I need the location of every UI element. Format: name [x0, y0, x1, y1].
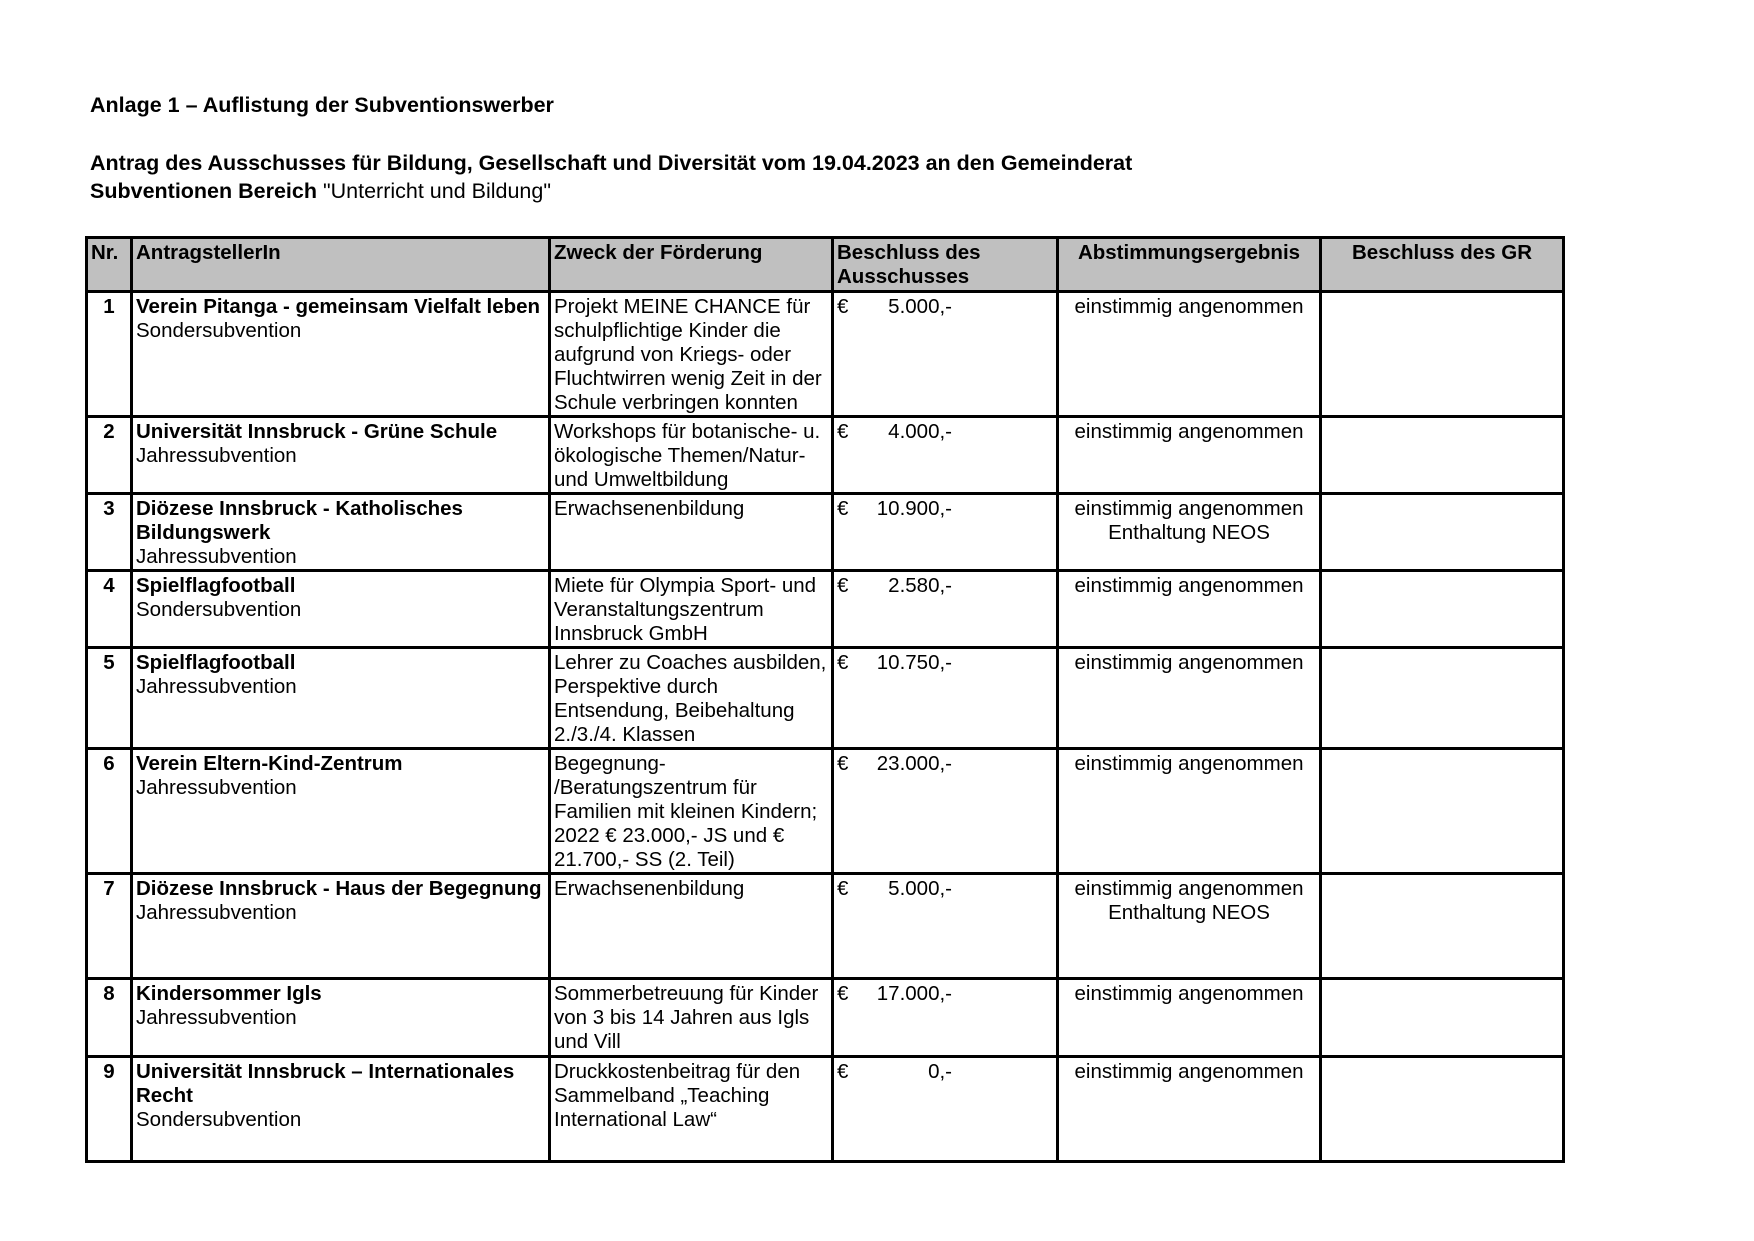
council-decision-cell — [1321, 1057, 1564, 1162]
applicant-cell — [132, 648, 550, 749]
applicant-cell — [132, 494, 550, 571]
vote-cell — [1058, 292, 1321, 417]
header-nr: Nr. — [87, 238, 132, 292]
applicant-cell — [132, 1057, 550, 1162]
subsidy-type: Sondersubvention — [136, 319, 302, 342]
table-row — [87, 417, 1564, 494]
header-committee-decision: Beschluss des Ausschusses — [833, 238, 1058, 292]
vote-cell — [1058, 417, 1321, 494]
amount-cell — [833, 749, 1058, 874]
table-row — [87, 494, 1564, 571]
purpose-cell: Begegnung- /Beratungszentrum für Familien mit kleinen Kindern; 2022 € 23.000,- JS und € 21.700,- SS (2. Teil) — [550, 749, 833, 874]
vote-note: Enthaltung NEOS — [1108, 521, 1270, 544]
amount-value: 17.000,- — [876, 982, 952, 1005]
vote-cell — [1058, 749, 1321, 874]
vote-result: einstimmig angenommen — [1074, 1060, 1304, 1083]
currency-symbol: € — [837, 420, 849, 443]
row-number: 4 — [87, 571, 132, 648]
subsidy-type: Jahressubvention — [136, 776, 297, 799]
amount-value: 5.000,- — [888, 877, 952, 900]
subsidy-area-label: Subventionen Bereich — [90, 179, 317, 203]
amount-cell — [833, 417, 1058, 494]
purpose-cell: Erwachsenenbildung — [550, 874, 833, 979]
applicant-name: Universität Innsbruck – Internationales Recht — [136, 1060, 515, 1107]
vote-result: einstimmig angenommen — [1074, 651, 1304, 674]
vote-cell — [1058, 874, 1321, 979]
council-decision-cell — [1321, 494, 1564, 571]
amount-value: 10.900,- — [876, 497, 952, 520]
subsidy-table — [85, 236, 1565, 1163]
subsidy-type: Jahressubvention — [136, 545, 297, 568]
subsidy-type: Jahressubvention — [136, 675, 297, 698]
vote-result: einstimmig angenommen — [1074, 420, 1304, 443]
vote-cell — [1058, 648, 1321, 749]
table-row — [87, 874, 1564, 979]
row-number: 5 — [87, 648, 132, 749]
vote-cell — [1058, 1057, 1321, 1162]
amount-cell — [833, 1057, 1058, 1162]
subsidy-type: Jahressubvention — [136, 901, 297, 924]
council-decision-cell — [1321, 979, 1564, 1057]
purpose-cell: Miete für Olympia Sport- und Veranstaltungszentrum Innsbruck GmbH — [550, 571, 833, 648]
vote-result: einstimmig angenommen — [1074, 295, 1304, 318]
applicant-cell — [132, 292, 550, 417]
amount-value: 0,- — [928, 1060, 952, 1083]
vote-note: Enthaltung NEOS — [1108, 901, 1270, 924]
amount-cell — [833, 571, 1058, 648]
currency-symbol: € — [837, 295, 849, 318]
applicant-name: Verein Eltern-Kind-Zentrum — [136, 752, 403, 775]
council-decision-cell — [1321, 292, 1564, 417]
page-title: Anlage 1 – Auflistung der Subventionswerber — [90, 93, 554, 117]
vote-cell — [1058, 571, 1321, 648]
purpose-cell: Lehrer zu Coaches ausbilden, Perspektive durch Entsendung, Beibehaltung 2./3./4. Klassen — [550, 648, 833, 749]
currency-symbol: € — [837, 752, 849, 775]
header-vote-result: Abstimmungsergebnis — [1058, 238, 1321, 292]
amount-value: 10.750,- — [876, 651, 952, 674]
currency-symbol: € — [837, 877, 849, 900]
currency-symbol: € — [837, 574, 849, 597]
subsidy-type: Sondersubvention — [136, 1108, 302, 1131]
council-decision-cell — [1321, 874, 1564, 979]
header-applicant: AntragstellerIn — [132, 238, 550, 292]
amount-cell — [833, 874, 1058, 979]
applicant-name: Universität Innsbruck - Grüne Schule — [136, 420, 498, 443]
applicant-cell — [132, 874, 550, 979]
subsidy-type: Jahressubvention — [136, 1006, 297, 1029]
amount-cell — [833, 494, 1058, 571]
amount-cell — [833, 292, 1058, 417]
row-number: 3 — [87, 494, 132, 571]
applicant-name: Diözese Innsbruck - Katholisches Bildungswerk — [136, 497, 463, 544]
council-decision-cell — [1321, 417, 1564, 494]
purpose-cell: Projekt MEINE CHANCE für schulpflichtige Kinder die aufgrund von Kriegs- oder Fluchtwirren wenig Zeit in der Schule verbringen konnten — [550, 292, 833, 417]
header-purpose: Zweck der Förderung — [550, 238, 833, 292]
applicant-name: Kindersommer Igls — [136, 982, 322, 1005]
table-row — [87, 648, 1564, 749]
subsidy-area — [90, 178, 551, 204]
purpose-cell: Sommerbetreuung für Kinder von 3 bis 14 Jahren aus Igls und Vill — [550, 979, 833, 1057]
vote-result: einstimmig angenommen — [1074, 574, 1304, 597]
applicant-cell — [132, 571, 550, 648]
table-row — [87, 749, 1564, 874]
subsidy-type: Sondersubvention — [136, 598, 302, 621]
currency-symbol: € — [837, 1060, 849, 1083]
purpose-cell: Erwachsenenbildung — [550, 494, 833, 571]
applicant-name: Verein Pitanga - gemeinsam Vielfalt leben — [136, 295, 541, 318]
row-number: 8 — [87, 979, 132, 1057]
table-row — [87, 292, 1564, 417]
row-number: 2 — [87, 417, 132, 494]
table-header-row — [87, 238, 1564, 292]
applicant-name: Spielflagfootball — [136, 651, 296, 674]
subsidy-area-value: "Unterricht und Bildung" — [322, 179, 551, 203]
applicant-name: Spielflagfootball — [136, 574, 296, 597]
row-number: 6 — [87, 749, 132, 874]
header-council-decision: Beschluss des GR — [1321, 238, 1564, 292]
table-row — [87, 979, 1564, 1057]
table-row — [87, 1057, 1564, 1162]
vote-result: einstimmig angenommen — [1074, 752, 1304, 775]
currency-symbol: € — [837, 982, 849, 1005]
amount-cell — [833, 648, 1058, 749]
subsidy-type: Jahressubvention — [136, 444, 297, 467]
vote-cell — [1058, 979, 1321, 1057]
amount-value: 23.000,- — [876, 752, 952, 775]
applicant-cell — [132, 417, 550, 494]
vote-result: einstimmig angenommen — [1074, 982, 1304, 1005]
vote-cell — [1058, 494, 1321, 571]
currency-symbol: € — [837, 651, 849, 674]
document-subtitle: Antrag des Ausschusses für Bildung, Gesellschaft und Diversität vom 19.04.2023 an den Gemeinderat — [90, 151, 1133, 175]
amount-value: 4.000,- — [888, 420, 952, 443]
amount-value: 5.000,- — [888, 295, 952, 318]
row-number: 1 — [87, 292, 132, 417]
applicant-name: Diözese Innsbruck - Haus der Begegnung — [136, 877, 542, 900]
council-decision-cell — [1321, 648, 1564, 749]
amount-cell — [833, 979, 1058, 1057]
row-number: 9 — [87, 1057, 132, 1162]
amount-value: 2.580,- — [888, 574, 952, 597]
council-decision-cell — [1321, 571, 1564, 648]
applicant-cell — [132, 979, 550, 1057]
vote-result: einstimmig angenommen — [1074, 877, 1304, 900]
table-row — [87, 571, 1564, 648]
applicant-cell — [132, 749, 550, 874]
purpose-cell: Druckkostenbeitrag für den Sammelband „Teaching International Law“ — [550, 1057, 833, 1162]
currency-symbol: € — [837, 497, 849, 520]
purpose-cell: Workshops für botanische- u. ökologische Themen/Natur- und Umweltbildung — [550, 417, 833, 494]
council-decision-cell — [1321, 749, 1564, 874]
row-number: 7 — [87, 874, 132, 979]
vote-result: einstimmig angenommen — [1074, 497, 1304, 520]
